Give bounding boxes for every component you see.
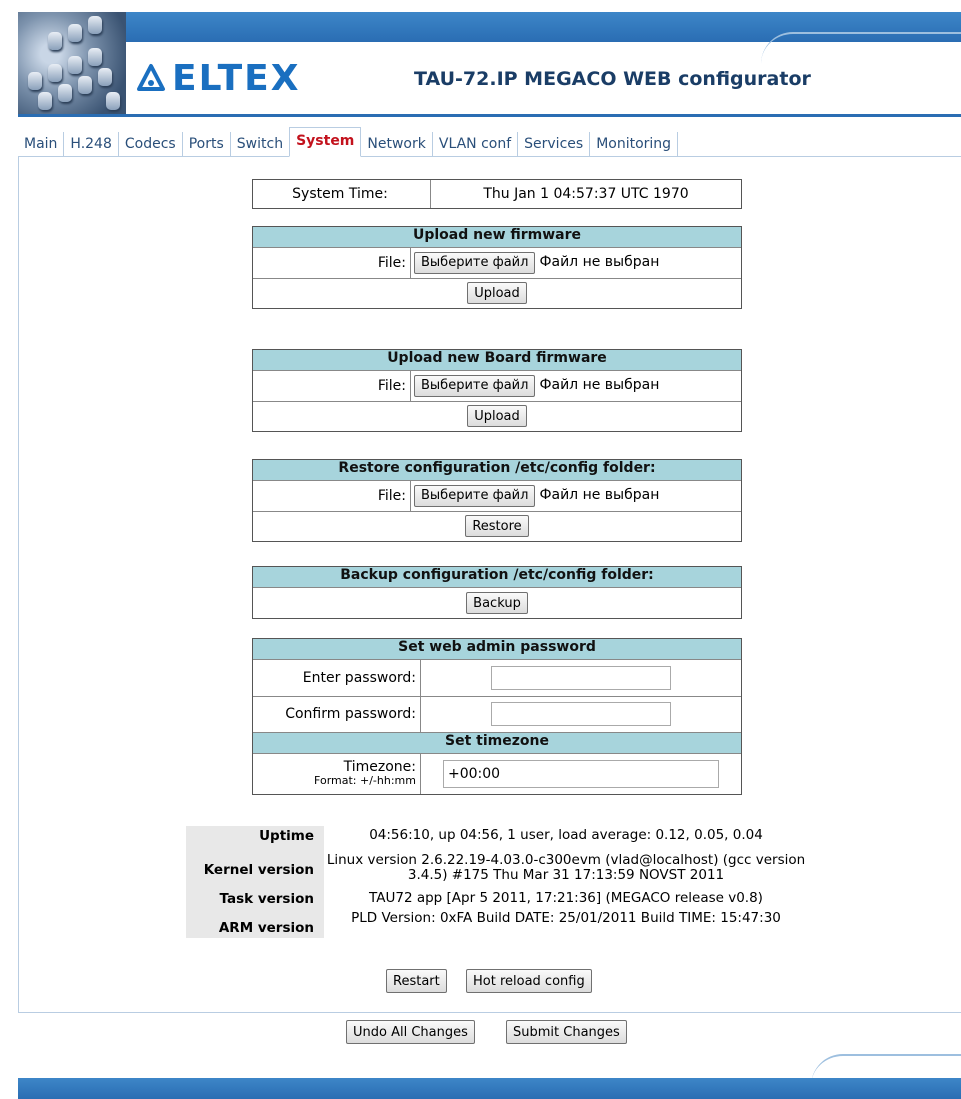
uptime-value: 04:56:10, up 04:56, 1 user, load average: 0.12, 0.05, 0.04 (369, 827, 763, 843)
hot-reload-config-button[interactable]: Hot reload config (466, 969, 592, 993)
app-title: TAU-72.IP MEGACO WEB configurator (414, 68, 811, 90)
submit-changes-button[interactable]: Submit Changes (506, 1020, 627, 1044)
tab-vlan-conf[interactable]: VLAN conf (433, 132, 518, 156)
section-title: Upload new firmware (253, 227, 741, 248)
no-file-text: Файл не выбран (539, 377, 660, 394)
restore-config-section (252, 459, 742, 542)
restart-button[interactable]: Restart (386, 969, 447, 993)
eltex-logo (136, 56, 300, 100)
file-label: File: (253, 371, 411, 401)
tab-network[interactable]: Network (361, 132, 432, 156)
upload-firmware-section (252, 226, 742, 309)
eltex-logo-text: ELTEX (172, 57, 301, 99)
header-bottom-line (18, 114, 961, 117)
task-version-value: TAU72 app [Apr 5 2011, 17:21:36] (MEGACO release v0.8) (369, 890, 763, 906)
upload-board-firmware-section (252, 349, 742, 432)
arm-version-label: ARM version (218, 920, 314, 936)
enter-password-label: Enter password: (253, 660, 421, 696)
file-label: File: (253, 481, 411, 511)
kernel-version-label: Kernel version (203, 862, 314, 878)
system-time-value: Thu Jan 1 04:57:37 UTC 1970 (483, 186, 689, 202)
timezone-format-hint: Format: +/-hh:mm (314, 773, 416, 787)
undo-all-changes-button[interactable]: Undo All Changes (346, 1020, 475, 1044)
main-tabs (18, 130, 961, 157)
kernel-version-value: Linux version 2.6.22.19-4.03.0-c300evm (vlad@localhost) (gcc version 3.4.5) #175 Thu Mar 31 17:13:59 NOVST 2011 (326, 852, 806, 883)
tab-codecs[interactable]: Codecs (119, 132, 183, 156)
arm-version-value: PLD Version: 0xFA Build DATE: 25/01/2011 Build TIME: 15:47:30 (351, 910, 781, 926)
no-file-text: Файл не выбран (539, 487, 660, 504)
header-banner (18, 12, 961, 124)
upload-button[interactable]: Upload (467, 282, 527, 304)
tab-monitoring[interactable]: Monitoring (590, 132, 678, 156)
no-file-text: Файл не выбран (539, 254, 660, 271)
upload-board-button[interactable]: Upload (467, 405, 527, 427)
restore-button[interactable]: Restore (465, 515, 528, 537)
tab-main[interactable]: Main (18, 132, 64, 156)
timezone-input[interactable] (443, 760, 719, 788)
tab-system[interactable]: System (289, 127, 361, 157)
section-title: Restore configuration /etc/config folder: (253, 460, 741, 481)
tab-services[interactable]: Services (518, 132, 590, 156)
confirm-password-label: Confirm password: (253, 696, 421, 732)
backup-button[interactable]: Backup (466, 592, 528, 614)
header-decorative-curve (761, 32, 961, 64)
choose-file-button[interactable]: Выберите файл (414, 252, 535, 274)
timezone-title: Set timezone (253, 733, 741, 754)
system-time-box (252, 179, 742, 209)
tab-h248[interactable]: H.248 (64, 132, 118, 156)
file-label: File: (253, 248, 411, 278)
footer-bar (18, 1078, 961, 1099)
choose-file-button[interactable]: Выберите файл (414, 485, 535, 507)
choose-file-button[interactable]: Выберите файл (414, 375, 535, 397)
uptime-label: Uptime (259, 828, 314, 844)
task-version-label: Task version (219, 891, 314, 907)
section-title: Upload new Board firmware (253, 350, 741, 371)
eltex-logo-mark-icon (136, 63, 166, 93)
password-timezone-section (252, 638, 742, 795)
backup-config-section (252, 566, 742, 619)
keypad-photo (18, 12, 126, 116)
tab-switch[interactable]: Switch (236, 136, 284, 152)
system-time-label: System Time: (253, 180, 431, 208)
section-title: Backup configuration /etc/config folder: (253, 567, 741, 588)
confirm-password-input[interactable] (491, 702, 671, 726)
section-title: Set web admin password (253, 639, 741, 660)
tab-ports[interactable]: Ports (183, 132, 231, 156)
timezone-label: Timezone: (343, 758, 416, 775)
enter-password-input[interactable] (491, 666, 671, 690)
